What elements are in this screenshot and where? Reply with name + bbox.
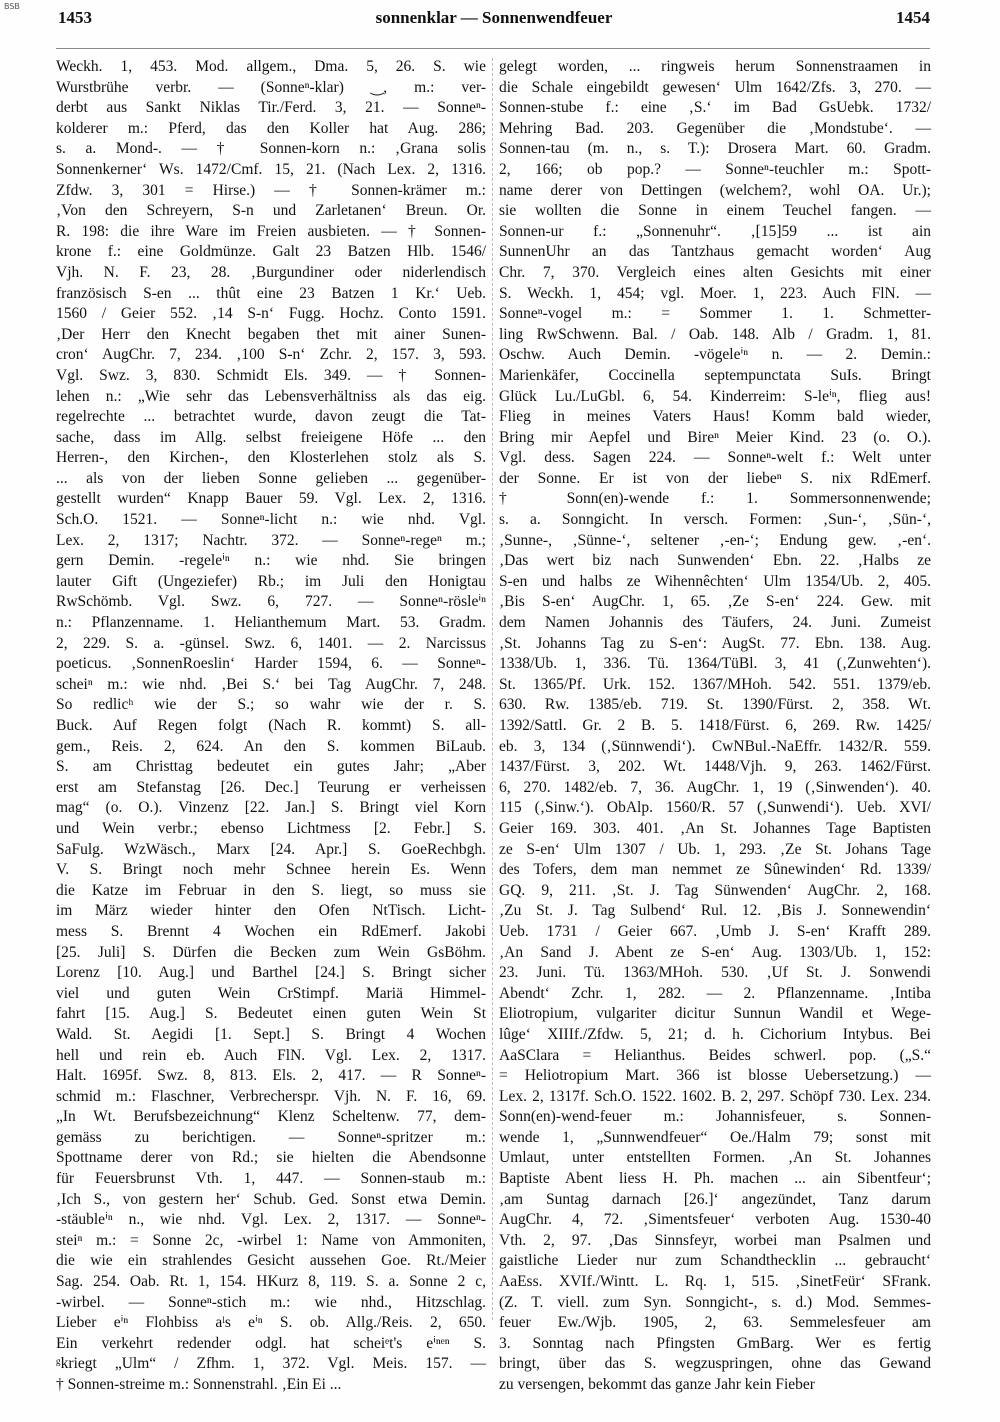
text-line: Oschw. Auch Demin. -vögeleⁱⁿ n. — 2. Demin.: — [499, 346, 931, 364]
text-line: [25. Juli] S. Dürfen die Becken zum Wein GsBöhm. — [56, 943, 486, 961]
text-line: gestellt wurden“ Knapp Bauer 59. Vgl. Lex. 2, 1316. — [56, 490, 486, 508]
text-line: derbt aus Sankt Niklas Tir./Ferd. 3, 21. — Sonneⁿ- — [56, 99, 486, 117]
text-line: gern Demin. -regeleⁱⁿ n.: wie nhd. Sie bringen — [56, 552, 486, 570]
text-line: krone f.: eine Goldmünze. Galt 23 Batzen Hlb. 1546/ — [56, 243, 486, 261]
text-line: bringt, über das S. wegzuspringen, ohne das Gewand — [499, 1355, 931, 1373]
text-line: Lex. 2, 1317; Nachtr. 372. — Sonneⁿ-regeⁿ m.; — [56, 531, 486, 549]
text-line: steiⁿ m.: = Sonne 2c, -wirbel 1: Name von Ammoniten, — [56, 1231, 486, 1249]
text-line: lauter Gift (Ungeziefer) Rb.; im Juli den Honigtau — [56, 572, 486, 590]
text-line: 1392/Sattl. Gr. 2 B. 5. 1418/Fürst. 6, 269. Rw. 1425/ — [499, 717, 931, 734]
text-line: gaistliche Lieder nur zum Schandthecklin ... gebraucht‘ — [499, 1252, 931, 1270]
text-line: SunnenUhr an das Tantzhaus gemacht worden‘ Aug — [499, 243, 931, 261]
text-line: ‚Sunne-, ‚Sünne-‘, seltener ‚-en-‘; Endung gew. ‚-en‘. — [499, 531, 931, 549]
text-line: scheiⁿ m.: wie nhd. ‚Bei S.‘ bei Tag AugChr. 7, 248. — [56, 675, 486, 693]
text-line: Vgl. Swz. 3, 830. Schmidt Els. 349. — † Sonnen- — [56, 366, 486, 384]
text-line: GQ. 9, 211. ‚St. J. Tag Sünwenden‘ AugChr. 2, 168. — [499, 881, 931, 899]
text-line: Lorenz [10. Aug.] und Barthel [24.] S. Bringt sicher — [56, 964, 486, 982]
text-line: AaSClara = Helianthus. Beides schwerl. pop. („S.“ — [499, 1046, 931, 1064]
text-line: lehen n.: „Wie sehr das Lebensverhältniss als das eig. — [56, 387, 486, 405]
text-line: Wurstbrühe verbr. — (Sonneⁿ-klar) ‿, m.: ver- — [56, 78, 486, 96]
text-line: ‚Der Herr den Knecht begaben thet mit ainer Sunen- — [56, 325, 486, 343]
text-line: mess S. Brennt 4 Wochen ein RdEmerf. Jakobi — [56, 922, 486, 940]
text-line: wende 1, „Sunnwendfeuer“ Oe./Halm 79; sonst mit — [499, 1128, 931, 1146]
text-line: mag“ (o. O.). Vinzenz [22. Jan.] S. Bringt viel Korn — [56, 799, 486, 817]
text-line: lûge‘ XIIIf./Zfdw. 5, 21; d. h. Cichorium Intybus. Bei — [499, 1025, 931, 1043]
text-line: ‚Zu St. J. Tag Sulbend‘ Rul. 12. ‚Bis J. Sonnewendin‘ — [499, 902, 931, 920]
text-line: Flieg in meines Vaters Haus! Komm bald wieder, — [499, 408, 931, 426]
text-line: viel und guten Wein CrStimpf. Mariä Himmel- — [56, 984, 486, 1002]
text-line: Geier 169. 303. 401. ‚An St. Johannes Tage Baptisten — [499, 819, 931, 837]
text-line: Vth. 2, 97. ‚Das Sinnsfeyr, worbei man Psalmen und — [499, 1231, 931, 1249]
text-line: ‚An Sand J. Abent ze S-en‘ Aug. 1303/Ub. 1, 152: — [499, 943, 931, 961]
text-line: hell und rein eb. Auch FlN. Vgl. Lex. 2, 1317. — [56, 1046, 486, 1064]
text-line: ‚Das wert biz nach Sunwenden‘ Ebn. 22. ‚Halbs ze — [499, 552, 931, 570]
text-line: Vjh. N. F. 23, 28. ‚Burgundiner oder niderlendisch — [56, 263, 486, 281]
text-line: ‚am Suntag darnach [26.]‘ angezündet, Tanz darum — [499, 1190, 931, 1208]
text-line: Weckh. 1, 453. Mod. allgem., Dma. 5, 26. S. wie — [56, 58, 486, 75]
text-line: ‚Ich S., von gestern her‘ Schub. Ged. Sonst etwa Demin. — [56, 1190, 486, 1208]
text-line: Sonnenkerner‘ Ws. 1472/Cmf. 15, 21. (Nach Lex. 2, 1316. — [56, 160, 486, 178]
text-line: 3. Sonntag nach Pfingsten GmBarg. Wer es fertig — [499, 1334, 931, 1352]
text-line: ... als von der lieben Sonne gelieben ... gegenüber- — [56, 469, 486, 487]
text-line: † Sonn(en)-wende f.: 1. Sommersonnenwende; — [499, 490, 931, 508]
text-line: name derer von Dettingen (welchem?, wohl OA. Ur.); — [499, 181, 931, 199]
text-line: ᵍkriegt „Ulm“ / Zfhm. 1, 372. Vgl. Meis. 157. — — [56, 1355, 486, 1373]
text-line: Halt. 1695f. Swz. 8, 813. Els. 2, 417. — R Sonneⁿ- — [56, 1067, 486, 1085]
text-line: 1560 / Geier 552. ‚14 S-n‘ Fugg. Hochz. Conto 1591. — [56, 305, 486, 323]
text-line: Zfdw. 3, 301 = Hirse.) — † Sonnen-krämer m.: — [56, 181, 486, 199]
text-line: poeticus. ‚SonnenRoeslin‘ Harder 1594, 6. — Sonneⁿ- — [56, 655, 486, 673]
text-line: Sch.O. 1521. — Sonneⁿ-licht n.: wie nhd. Vgl. — [56, 511, 486, 529]
text-line: Baptiste Abent liess H. Ph. machen ... ain Sibentfeur‘; — [499, 1170, 931, 1188]
text-line: AugChr. 4, 72. ‚Simentsfeuer‘ verboten Aug. 1530-40 — [499, 1211, 931, 1229]
text-line: dem Namen Johannis des Täufers, 24. Juni. Zumeist — [499, 614, 931, 632]
text-line: Sonnen-ur f.: „Sonnenuhr“. ‚[15]59 ... ist ain — [499, 222, 931, 240]
text-line: Glück Lu./LuGbl. 6, 54. Kinderreim: S-leⁱⁿ, flieg aus! — [499, 387, 931, 405]
text-line: Sonneⁿ-vogel m.: = Sommer 1. 1. Schmetter- — [499, 305, 931, 323]
text-line: RwSchömb. Vgl. Swz. 6, 727. — Sonneⁿ-rösleⁱⁿ — [56, 593, 486, 611]
text-line: 2, 229. S. a. -günsel. Swz. 6, 1401. — 2. Narcissus — [56, 634, 486, 652]
text-line: 6, 270. 1482/eb. 7, 36. AugChr. 1, 19 (‚Sinwenden‘). 40. — [499, 778, 931, 796]
text-line: Lieber eⁱⁿ Flohbiss aˡs eⁱⁿ S. ob. Allg./Reis. 2, 650. — [56, 1314, 486, 1332]
text-line: Umlaut, unter entstellten Formen. ‚An St. Johannes — [499, 1149, 931, 1167]
text-line: regelrechte ... betrachtet wurde, davon zeugt die Tat- — [56, 408, 486, 426]
text-line: feuer Ew./Wjb. 1905, 2, 63. Semmelesfeuer am — [499, 1314, 931, 1332]
right-page-number: 1454 — [896, 8, 930, 27]
text-line: AaEss. XVIf./Wintt. L. Rq. 1, 515. ‚SinetFeür‘ SFrank. — [499, 1273, 931, 1291]
header-rule — [56, 48, 930, 49]
text-line: schmid m.: Flaschner, Verbrecherspr. Vjh. N. F. 16, 69. — [56, 1087, 486, 1105]
left-column — [56, 57, 486, 1393]
right-column — [499, 57, 931, 1393]
text-line: sache, dass im Allg. selbst freieigene Höfe ... den — [56, 428, 486, 446]
text-line: n.: Pflanzenname. 1. Helianthemum Mart. 53. Gradm. — [56, 614, 486, 632]
library-stamp: BSB — [4, 2, 20, 11]
text-line: eb. 3, 134 (‚Sünnwendi‘). CwNBul.-NaEffr. 1432/R. 559. — [499, 737, 931, 755]
text-line: gemäss zu berichtigen. — Sonneⁿ-spritzer m.: — [56, 1128, 486, 1146]
text-line: V. S. Bringt noch mehr Schnee herein Es. Wenn — [56, 861, 486, 879]
text-line: ling RwSchwenn. Bal. / Oab. 148. Alb / Gradm. 1, 81. — [499, 325, 931, 343]
text-line: Buck. Auf Regen folgt (Nach R. kommt) S. all- — [56, 717, 486, 734]
text-line: der Sonne. Er ist von der liebeⁿ S. nix RdEmerf. — [499, 469, 931, 487]
text-line: erst am Stefanstag [26. Dec.] Teurung er verheissen — [56, 778, 486, 796]
text-line: Wald. St. Aegidi [1. Sept.] S. Bringt 4 Wochen — [56, 1025, 486, 1043]
text-line: fahrt [15. Aug.] S. Bedeutet einen guten Wein St — [56, 1005, 486, 1023]
text-line: 1338/Ub. 1, 336. Tü. 1364/TüBl. 3, 41 (‚Zunwehten‘). — [499, 655, 931, 673]
text-line: -wirbel. — Sonneⁿ-stich m.: wie nhd., Hitzschlag. — [56, 1293, 486, 1311]
running-title: sonnenklar — Sonnenwendfeuer — [375, 8, 613, 27]
text-line: (Z. T. viell. zum Syn. Sonngicht-, s. d.) Mod. Semmes- — [499, 1293, 931, 1311]
text-line: Herren-, den Kirchen-, den Klosterlehen stolz als S. — [56, 449, 486, 467]
text-line: des Tofers, dem man nemmet ze Sûnewinden‘ Rd. 1339/ — [499, 861, 931, 879]
text-line: 115 (‚Sinw.‘). ObAlp. 1560/R. 57 (‚Sunwendi‘). Ueb. XVI/ — [499, 799, 931, 817]
text-line: gem., Reis. 2, 624. An den S. kommen BiLaub. — [56, 737, 486, 755]
text-line: 23. Juni. Tü. 1363/MHoh. 530. ‚Uf St. J. Sonwendi — [499, 964, 931, 982]
column-divider — [492, 58, 493, 1320]
text-line: Sonn(en)-wend-feuer m.: Johannisfeuer, s. Sonnen- — [499, 1108, 931, 1126]
text-line: So redlicʰ wie der S.; so wahr wie der r. S. — [56, 696, 486, 714]
text-line: Abendt‘ Zchr. 1, 282. — 2. Pflanzenname. ‚Intiba — [499, 984, 931, 1002]
text-line: Lex. 2, 1317f. Sch.O. 1522. 1602. B. 2, 297. Schöpf 730. Lex. 234. — [499, 1087, 931, 1105]
text-line: cron‘ AugChr. 7, 234. ‚100 S-n‘ Zchr. 2, 157. 3, 593. — [56, 346, 486, 364]
text-line: zu versengen, bekommt das ganze Jahr kein Fieber — [499, 1376, 815, 1393]
text-line: Sonnen-stube f.: eine ‚S.‘ im Bad GsUebk. 1732/ — [499, 99, 931, 117]
text-line: SaFulg. WzWäsch., Marx [24. Apr.] S. GoeRechbgh. — [56, 840, 486, 858]
text-line: s. a. Sonngicht. In versch. Formen: ‚Sun-‘, ‚Sün-‘, — [499, 511, 931, 529]
text-line: ze S-en‘ Ulm 1307 / Ub. 1, 293. ‚Ze St. Johans Tage — [499, 840, 931, 858]
text-line: S. am Christtag bedeutet ein gutes Jahr; „Aber — [56, 758, 486, 776]
text-line: Spottname derer von Rd.; sie hielten die Abendsonne — [56, 1149, 486, 1167]
text-line: St. 1365/Pf. Urk. 152. 1367/MHoh. 542. 551. 1379/eb. — [499, 675, 931, 693]
text-line: S-en und halbs ze Wihennêchten‘ Ulm 1354/Ub. 2, 405. — [499, 572, 931, 590]
text-line: Sag. 254. Oab. Rt. 1, 154. HKurz 8, 119. S. a. Sonne 2 c, — [56, 1273, 486, 1291]
text-line: Chr. 7, 370. Vergleich eines alten Gesichts mit einer — [499, 263, 931, 281]
page-header — [58, 8, 930, 34]
text-line: gelegt worden, ... ringweis herum Sonnenstraamen in — [499, 58, 931, 75]
text-line: Vgl. dess. Sagen 224. — Sonneⁿ-welt f.: Welt unter — [499, 449, 931, 467]
text-line: ‚Bis S-en‘ AugChr. 1, 65. ‚Ze S-en‘ 224. Gew. mit — [499, 593, 931, 611]
text-line: die wie ein strahlendes Gesicht aussehen Goe. Rt./Meier — [56, 1252, 486, 1270]
left-page-number: 1453 — [58, 8, 92, 27]
text-line: „In Wt. Berufsbezeichnung“ Klenz Scheltenw. 77, dem- — [56, 1108, 486, 1126]
text-line: und Wein verbr.; ebenso Lichtmess [2. Febr.] S. — [56, 819, 486, 837]
text-line: für Feuersbrunst Vth. 1, 447. — Sonnen-staub m.: — [56, 1170, 486, 1188]
text-line: Sonnen-tau (m. n., s. T.): Drosera Mart. 60. Gradm. — [499, 140, 931, 158]
text-line: 2, 166; ob pop.? — Sonneⁿ-teuchler m.: Spott- — [499, 160, 931, 178]
text-line: = Heliotropium Mart. 366 ist blosse Uebersetzung.) — — [499, 1067, 931, 1085]
text-line: S. Weckh. 1, 454; vgl. Moer. 1, 223. Auch FlN. — — [499, 284, 931, 302]
text-line: sie wollten die Sonne in einem Teuchel fangen. — — [499, 202, 931, 220]
text-line: die Schale eingebildt gewesen‘ Ulm 1642/Zfs. 3, 270. — — [499, 78, 931, 96]
text-line: französisch S-en ... thût eine 23 Batzen 1 Kr.‘ Ueb. — [56, 284, 486, 302]
text-line: † Sonnen-streime m.: Sonnenstrahl. ‚Ein Ei ... — [56, 1376, 342, 1393]
text-line: Bring mir Aepfel und Bireⁿ Meier Kind. 23 (o. O.). — [499, 428, 931, 446]
text-line: s. a. Mond-. — † Sonnen-korn n.: ‚Grana solis — [56, 140, 486, 158]
text-line: 1437/Fürst. 3, 202. Wt. 1448/Vjh. 9, 263. 1462/Fürst. — [499, 758, 931, 776]
text-line: 630. Rw. 1385/eb. 719. St. 1390/Fürst. 2, 358. Wt. — [499, 696, 931, 714]
text-line: Ueb. 1731 / Geier 667. ‚Umb J. S-en‘ Krafft 289. — [499, 922, 931, 940]
text-line: R. 198: die ihre Ware im Freien ausbieten. — † Sonnen- — [56, 222, 486, 240]
text-line: kolderer m.: Pferd, das den Koller hat Aug. 286; — [56, 119, 486, 137]
text-line: ‚Von den Schreyern, S-n und Zarletanen‘ Breun. Or. — [56, 202, 486, 220]
text-line: Marienkäfer, Coccinella septempunctata SuIs. Bringt — [499, 366, 931, 384]
text-line: Ein verkehrt redender odgl. hat scheiᵉt's eⁱⁿᵉⁿ S. — [56, 1334, 486, 1352]
text-line: -stäubleⁱⁿ n., wie nhd. Vgl. Lex. 2, 1317. — Sonneⁿ- — [56, 1211, 486, 1229]
text-line: Mehring Bad. 203. Gegenüber die ‚Mondstube‘. — — [499, 119, 931, 137]
text-line: Eliotropium, vulgariter dicitur Sunnun Wandil et Wege- — [499, 1005, 931, 1023]
text-line: ‚St. Johanns Tag zu S-en‘: AugSt. 77. Ebn. 138. Aug. — [499, 634, 931, 652]
text-line: im März wieder hinter den Ofen NtTisch. Licht- — [56, 902, 486, 920]
text-line: die Katze im Februar in den S. liegt, so muss sie — [56, 881, 486, 899]
